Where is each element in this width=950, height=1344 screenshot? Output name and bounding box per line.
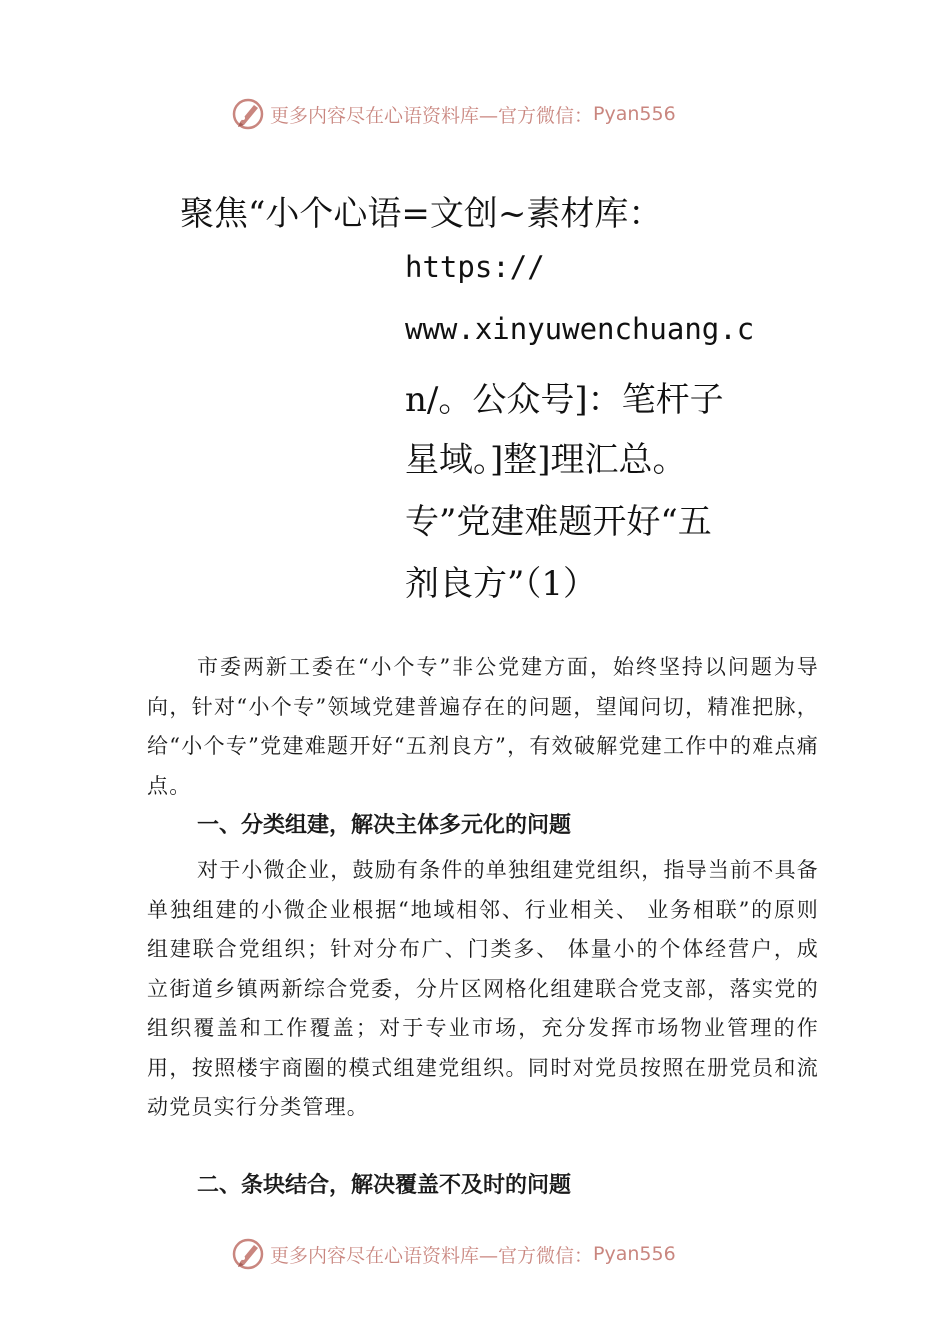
footer-banner-wechat-id: Pyan556 (593, 1243, 676, 1265)
banner-text: 更多内容尽在心语资料库—官方微信： (270, 104, 594, 127)
footer-banner (230, 1234, 750, 1274)
header-banner (230, 94, 750, 134)
title-line-7: 剂良方”（1） (405, 564, 598, 604)
section-paragraph-1: 对于小微企业，鼓励有条件的单独组建党组织，指导当前不具备单独组建的小微企业根据“地域相邻、行业相关、 业务相联”的原则组建联合党组织；针对分布广、门类多、 体量小的个体经营户，成立街道乡镇两新综合党委，分片区网格化组建联合党支部，落实党的组织覆盖和工作覆盖；对于专业市场，充分发挥市场物业管理的作用，按照楼宇商圈的模式组建党组织。同时对党员按照在册党员和流动党员实行分类管理。 (147, 858, 819, 1119)
pen-logo-icon (230, 96, 266, 132)
pen-logo-icon (230, 1236, 266, 1272)
banner-wechat-id: Pyan556 (593, 103, 676, 125)
footer-banner-text: 更多内容尽在心语资料库—官方微信： (270, 1244, 594, 1267)
title-line-3: www.xinyuwenchuang.c (405, 312, 755, 346)
title-line-6: 专”党建难题开好“五 (405, 502, 712, 542)
title-line-5: 星域。]整]理汇总。 (405, 440, 687, 480)
section-heading-1: 一、分类组建，解决主体多元化的问题 (197, 813, 572, 838)
title-line-4: n/。公众号]：笔杆子 (405, 380, 724, 420)
section-heading-2: 二、条块结合，解决覆盖不及时的问题 (197, 1173, 572, 1198)
title-line-1: 聚焦“小个心语=文创~素材库： (180, 194, 663, 234)
title-line-2: https:// (405, 250, 545, 284)
intro-paragraph: 市委两新工委在“小个专”非公党建方面，始终坚持以问题为导向，针对“小个专”领域党建普遍存在的问题，望闻问切，精准把脉，给“小个专”党建难题开好“五剂良方”，有效破解党建工作中的难点痛点。 (147, 655, 819, 798)
